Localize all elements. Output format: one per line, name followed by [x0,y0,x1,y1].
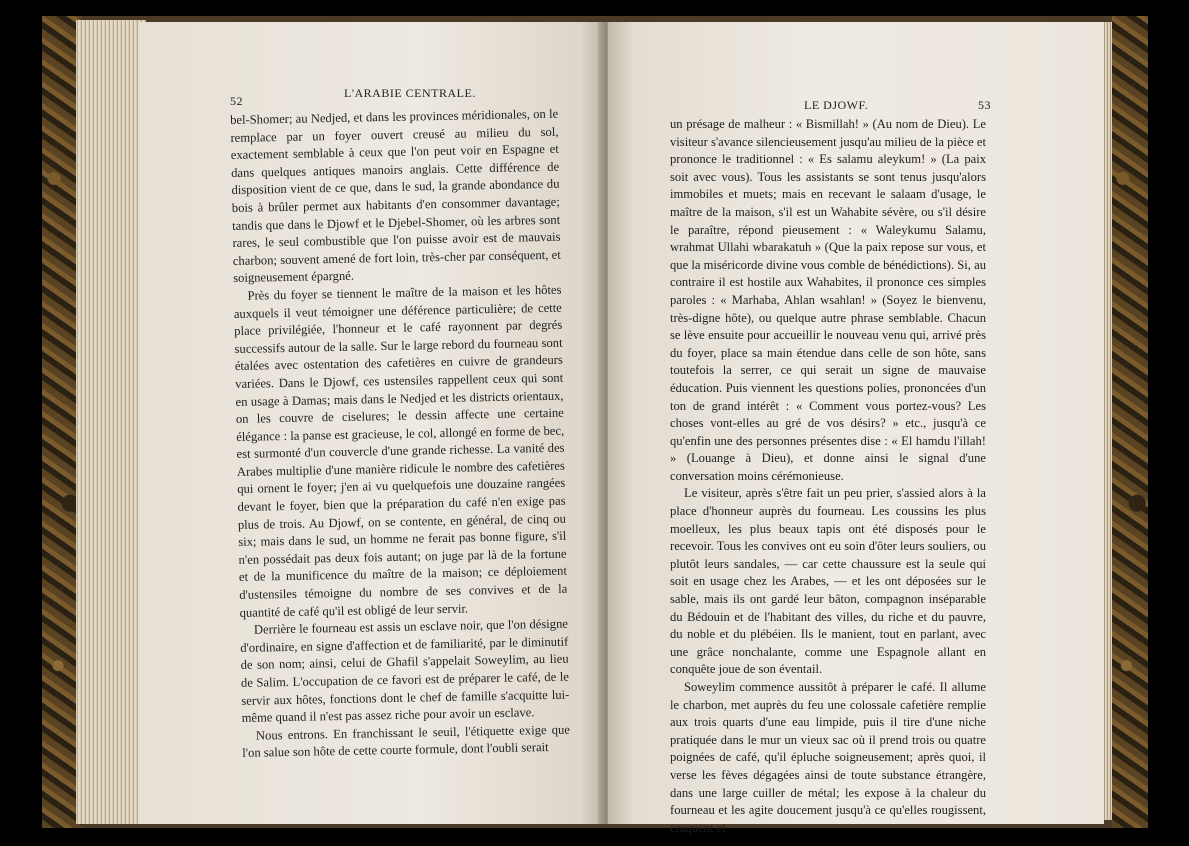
left-page-number: 52 [230,94,243,108]
right-page [608,22,1104,835]
right-page-text [670,116,986,837]
book [42,16,1148,835]
left-paragraph-4: Nous entrons. En franchissant le seuil, l'étiquette exige que l'on salue son hôte de cette courte formule, dont l'oubli serait [242,722,571,761]
left-running-title: L'ARABIE CENTRALE. [344,86,476,100]
right-paragraph-3: Soweylim commence aussitôt à préparer le café. Il allume le charbon, met auprès du feu une colossale cafetière remplie aux trois quarts d'une eau limpide, puis il tire d'une niche pratiquée dans le mur un vieux sac où il prend trois ou quatre poignées de café, qu'il épluche soigneusement; après quoi, il verse les fèves dégagées ainsi de toute substance étrangère, dans une large cuiller de métal; les expose à la chaleur du fourneau et les agite doucement jusqu'à ce qu'elles rougissent, craquent et [670,680,986,835]
marbled-edge-right [1112,16,1148,828]
right-page-number: 53 [978,98,991,112]
right-running-title: LE DJOWF. [804,98,869,112]
left-page-text [230,106,570,763]
left-page [138,22,604,824]
left-paragraph-1: bel-Shomer; au Nedjed, et dans les provinces méridionales, on le remplace par un foyer ouvert creusé au milieu du sol, exactement semblable à ceux que l'on peut voir en Espagne et dans quelques antiques manoirs anglais. Cette différence de disposition vient de ce que, dans le sud, la grande abondance du bois à brûler permet aux habitants d'en consommer davantage; tandis que dans le Djowf et le Djebel-Shomer, où les arbres sont rares, le seul combustible que l'on puisse avoir est de mauvais charbon; souvent amené de fort loin, très-cher par conséquent, et soigneusement épargné. [230,106,561,286]
left-paragraph-2: Près du foyer se tiennent le maître de la maison et les hôtes auxquels il veut témoigner une déférence particulière; de cette place privilégiée, l'honneur et le café rayonnent par degrés successifs autour de la salle. Sur le large rebord du fourneau sont étalées avec ostentation des cafetières en cuivre de grandeurs variées. Dans le Djowf, ces ustensiles rappellent ceux qui sont en usage à Damas; mais dans le Nedjed et les districts orientaux, on les couvre de ciselures; le dessin affecte une certaine élégance : la panse est gracieuse, le col, allongé en forme de bec, est surmonté d'un couvercle d'une grande richesse. La vanité des Arabes multiplie d'une manière ridicule le nombre des cafetières qui ornent le foyer; j'en ai vu quelquefois une douzaine rangées devant le foyer, bien que la préparation du café n'en exige pas plus de trois. Au Djowf, on se contente, en général, de cinq ou six; mais dans le sud, un homme ne ferait pas bonne figure, s'il n'en possédait pas deux fois autant; on juge par là de la fortune et de la munificence du maître de la maison; ce déploiement d'ustensiles témoigne du nombre de ses convives et de la quantité de café qu'il est obligé de leur servir. [233,282,568,620]
right-paragraph-1: un présage de malheur : « Bismillah! » (Au nom de Dieu). Le visiteur s'avance silencieusement jusqu'au milieu de la pièce et prononce le traditionnel : « Es salamu aleykum! » (La paix soit avec vous). Tous les assistants se sont tenus jusqu'alors immobiles et muets; mais en recevant le salaam d'usage, le maître de la maison, s'il est un Wahabite sévère, ou s'il désire le paraître, répond pieusement : « Waleykumu Salamu, wrahmat Ullahi wbarakatuh » (Que la paix repose sur vous, et que la miséricorde divine vous comble de bénédictions). Si, au contraire il est hostile aux Wahabites, il prononce ces simples paroles : « Marhaba, Ahlan wsahlan! » (Soyez le bienvenu, très-digne hôte), ou quelque autre phrase semblable. Chacun se lève ensuite pour accueillir le nouveau venu qui, arrivé près du foyer, place sa main étendue dans celle de son hôte, sans toutefois la serrer, ce qui serait un signe de mauvaise éducation. Puis viennent les questions polies, prononcées d'un ton de grand intérêt : « Comment vous portez-vous? Les choses vont-elles au gré de vos désirs? » etc., jusqu'à ce qu'enfin une des personnes présentes dise : « El hamdu l'illah! » (Louange à Dieu), et donne ainsi le signal d'une conversation moins cérémonieuse. [670,117,986,483]
page-stack-left [76,20,146,824]
left-paragraph-3: Derrière le fourneau est assis un esclave noir, que l'on désigne d'ordinaire, en signe d'affection et de familiarité, par le diminutif de son nom; ainsi, celui de Ghafil s'appelait Soweylim, au lieu de Salim. L'occupation de ce favori est de préparer le café, de le servir aux hôtes, fonctions dont le chef de famille s'acquitte lui-même quand il n'est pas assez riche pour avoir un esclave. [240,616,570,726]
right-paragraph-2: Le visiteur, après s'être fait un peu prier, s'assied alors à la place d'honneur auprès du fourneau. Les coussins les plus moelleux, les plus beaux tapis ont été disposés pour le recevoir. Tous les convives ont eu soin d'ôter leurs souliers, ou plutôt leurs sandales, — car cette chaussure est la seule qui soit en usage chez les Arabes, — et les ont déposées sur le sable, mais ils ont gardé leur bâton, compagnon inséparable du Bédouin et de l'habitant des villes, du riche et du pauvre, du noble et du plébéien. Ils le manient, tout en parlant, avec une grâce nonchalante, comme une Espagnole allant en conquête joue de son éventail. [670,486,986,677]
